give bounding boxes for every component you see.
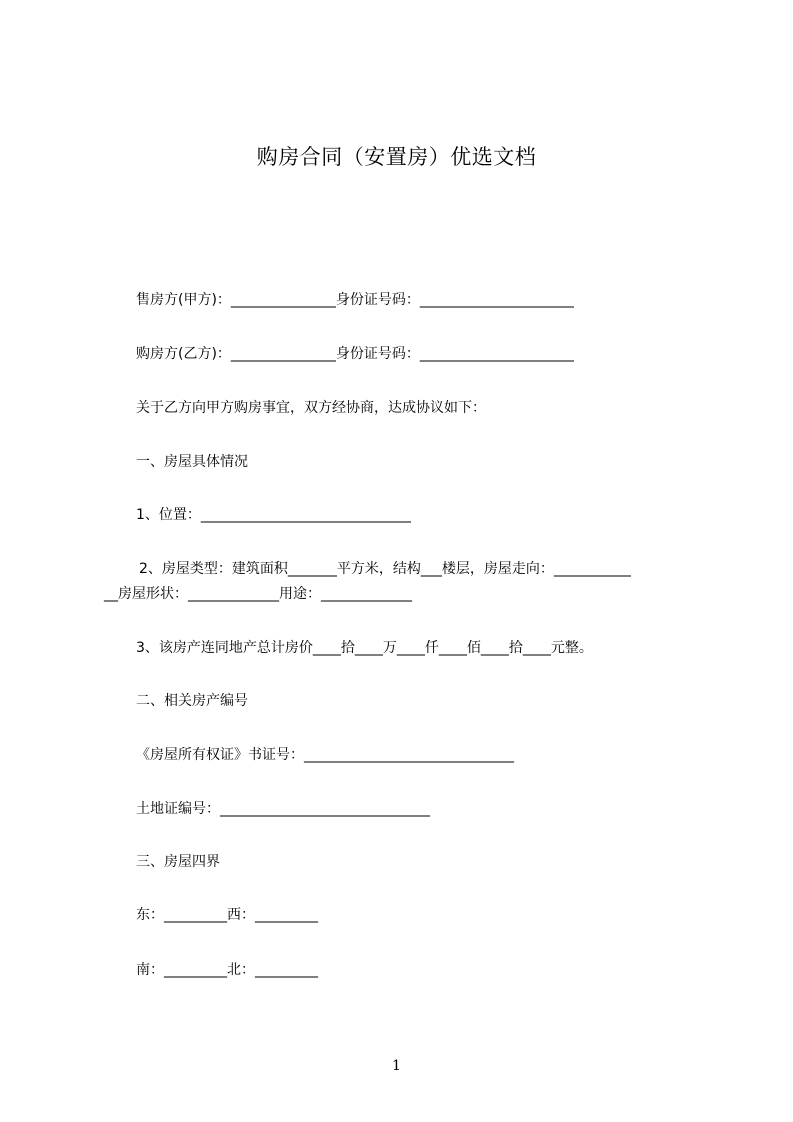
price-line: 3、该房产连同地产总计房价____拾____万____仟____佰____拾____元整。 <box>136 640 593 656</box>
ownership-certificate-line: 《房屋所有权证》书证号：______________________________ <box>136 747 514 763</box>
east-west-boundary-line: 东：_________西：_________ <box>136 907 318 923</box>
page-title: 购房合同（安置房）优选文档 <box>256 145 537 169</box>
page-number: 1 <box>392 1058 401 1074</box>
section-heading-property-numbers: 二、相关房产编号 <box>136 693 248 709</box>
seller-line: 售房方(甲方)：_______________身份证号码：______________________ <box>136 292 574 308</box>
location-line: 1、位置：______________________________ <box>136 507 411 523</box>
house-type-line: 2、房屋类型：建筑面积_______平方米，结构___楼层，房屋走向：___________ <box>139 561 631 577</box>
house-shape-usage-line: __房屋形状：_____________用途：_____________ <box>104 586 412 602</box>
buyer-line: 购房方(乙方)：_______________身份证号码：______________________ <box>136 346 574 362</box>
south-north-boundary-line: 南：_________北：_________ <box>136 962 318 978</box>
section-heading-boundaries: 三、房屋四界 <box>136 854 220 870</box>
land-certificate-line: 土地证编号：______________________________ <box>136 801 430 817</box>
intro-paragraph: 关于乙方向甲方购房事宜，双方经协商，达成协议如下： <box>136 400 486 416</box>
section-heading-house-details: 一、房屋具体情况 <box>136 454 248 470</box>
